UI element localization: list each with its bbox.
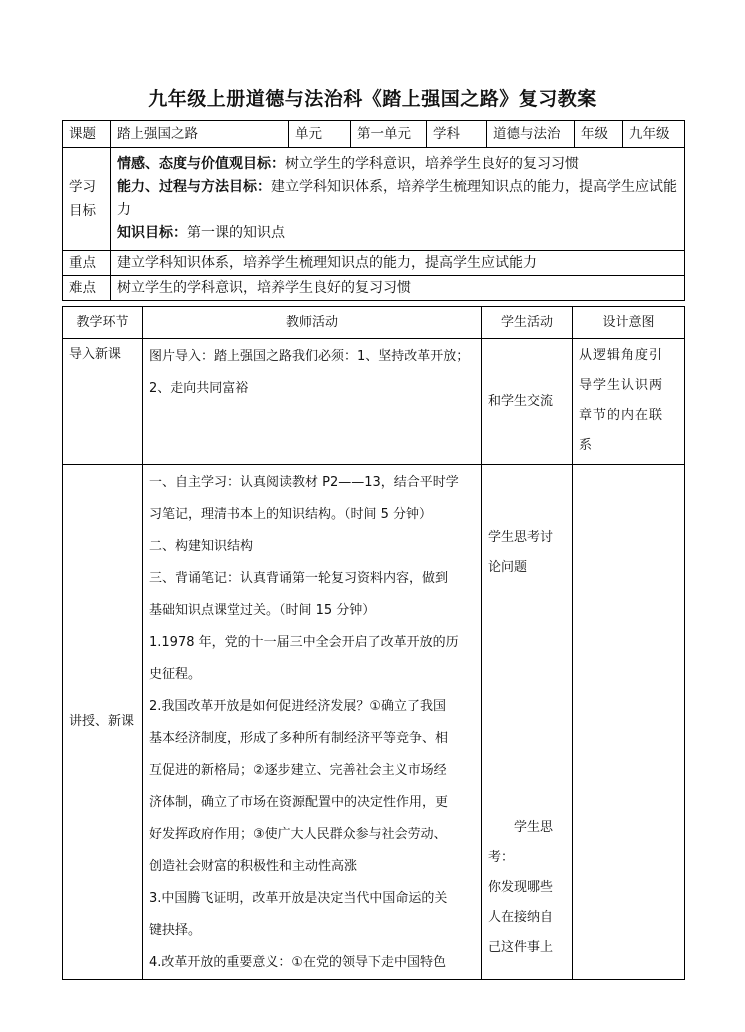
key-point-text: 建立学科知识体系，培养学生梳理知识点的能力，提高学生应试能力 [111,251,685,276]
teacher-activity-lecture [143,465,482,980]
teaching-process-table [62,306,685,980]
teacher-activity-intro [143,339,482,465]
subject-value: 道德与法治 [487,121,575,148]
teacher-lecture-line: 三、背诵笔记：认真背诵第一轮复习资料内容，做到 [149,571,449,586]
difficulty-label: 难点 [63,276,111,301]
page-title: 九年级上册道德与法治科《踏上强国之路》复习教案 [148,88,597,110]
teacher-intro-line: 2、走向共同富裕 [149,381,249,396]
objective-knowledge-text: 第一课的知识点 [187,225,285,241]
unit-value: 第一单元 [351,121,427,148]
design-intent-intro [573,339,685,465]
student-lecture-line: 你发现哪些 [488,880,554,895]
topic-value: 踏上强国之路 [111,121,289,148]
column-header-design: 设计意图 [573,307,685,339]
difficulty-text: 树立学生的学科意识，培养学生良好的复习习惯 [111,276,685,301]
objective-affective-text: 树立学生的学科意识，培养学生良好的复习习惯 [285,156,579,172]
subject-label: 学科 [427,121,487,148]
teacher-lecture-line: 基本经济制度，形成了多种所有制经济平等竞争、相 [149,731,449,746]
teacher-lecture-line: 基础知识点课堂过关。（时间 15 分钟） [149,603,376,618]
student-lecture-line: 学生思考讨 [488,530,554,545]
objective-knowledge-heading: 知识目标： [117,225,187,241]
grade-label: 年级 [575,121,623,148]
table-row [63,465,685,980]
teacher-lecture-line: 键抉择。 [149,923,202,938]
teacher-lecture-line: 2.我国改革开放是如何促进经济发展？①确立了我国 [149,699,447,714]
student-activity-lecture [482,465,573,980]
objectives-label-text: 学习目标 [69,179,96,219]
objective-affective-heading: 情感、态度与价值观目标： [117,156,285,172]
column-header-stage: 教学环节 [63,307,143,339]
stage-intro: 导入新课 [63,339,143,465]
student-lecture-line: 考： [488,850,515,865]
teacher-lecture-line: 习笔记，理清书本上的知识结构。（时间 5 分钟） [149,507,433,522]
teacher-lecture-line: 创造社会财富的积极性和主动性高涨 [149,859,358,874]
objective-knowledge [117,222,678,245]
teacher-lecture-line: 一、自主学习：认真阅读教材 P2——13，结合平时学 [149,475,459,490]
spacer [488,583,566,813]
teacher-lecture-line: 二、构建知识结构 [149,539,254,554]
teacher-lecture-line: 4.改革开放的重要意义：①在党的领导下走中国特色 [149,955,447,970]
grade-value: 九年级 [623,121,685,148]
design-intro-line: 从逻辑角度引 [579,348,664,363]
design-intro-line: 章节的内在联 [579,408,664,423]
student-lecture-line: 人在接纳自 [488,910,554,925]
teacher-lecture-line: 1.1978 年，党的十一届三中全会开启了改革开放的历 [149,635,459,650]
student-lecture-line: 学生思 [514,820,554,835]
lesson-info-table [62,120,685,301]
table-row [63,339,685,465]
objective-ability-heading: 能力、过程与方法目标： [117,179,271,195]
design-intro-line: 导学生认识两 [579,378,664,393]
topic-label: 课题 [63,121,111,148]
teacher-intro-line: 图片导入：踏上强国之路我们必须：1、坚持改革开放； [149,349,470,364]
stage-lecture: 讲授、新课 [63,465,143,980]
student-activity-intro: 和学生交流 [482,339,573,465]
objectives-label [63,148,111,251]
teacher-lecture-line: 济体制，确立了市场在资源配置中的决定性作用，更 [149,795,449,810]
design-intro-line: 系 [579,438,594,453]
column-header-teacher: 教师活动 [143,307,482,339]
objective-ability [117,176,678,222]
teacher-lecture-line: 史征程。 [149,667,202,682]
objective-affective [117,153,678,176]
student-lecture-line: 己这件事上 [488,940,554,955]
teacher-lecture-line: 好发挥政府作用；③使广大人民群众参与社会劳动、 [149,827,447,842]
objectives-cell [111,148,685,251]
unit-label: 单元 [289,121,351,148]
student-lecture-line: 论问题 [488,560,528,575]
objective-ability-text: 建立学科知识体系，培养学生梳理知识点的能力，提高学生应试能力 [117,179,677,218]
teacher-lecture-line: 3.中国腾飞证明，改革开放是决定当代中国命运的关 [149,891,448,906]
design-intent-lecture [573,465,685,980]
teacher-lecture-line: 互促进的新格局；②逐步建立、完善社会主义市场经 [149,763,447,778]
column-header-student: 学生活动 [482,307,573,339]
key-point-label: 重点 [63,251,111,276]
